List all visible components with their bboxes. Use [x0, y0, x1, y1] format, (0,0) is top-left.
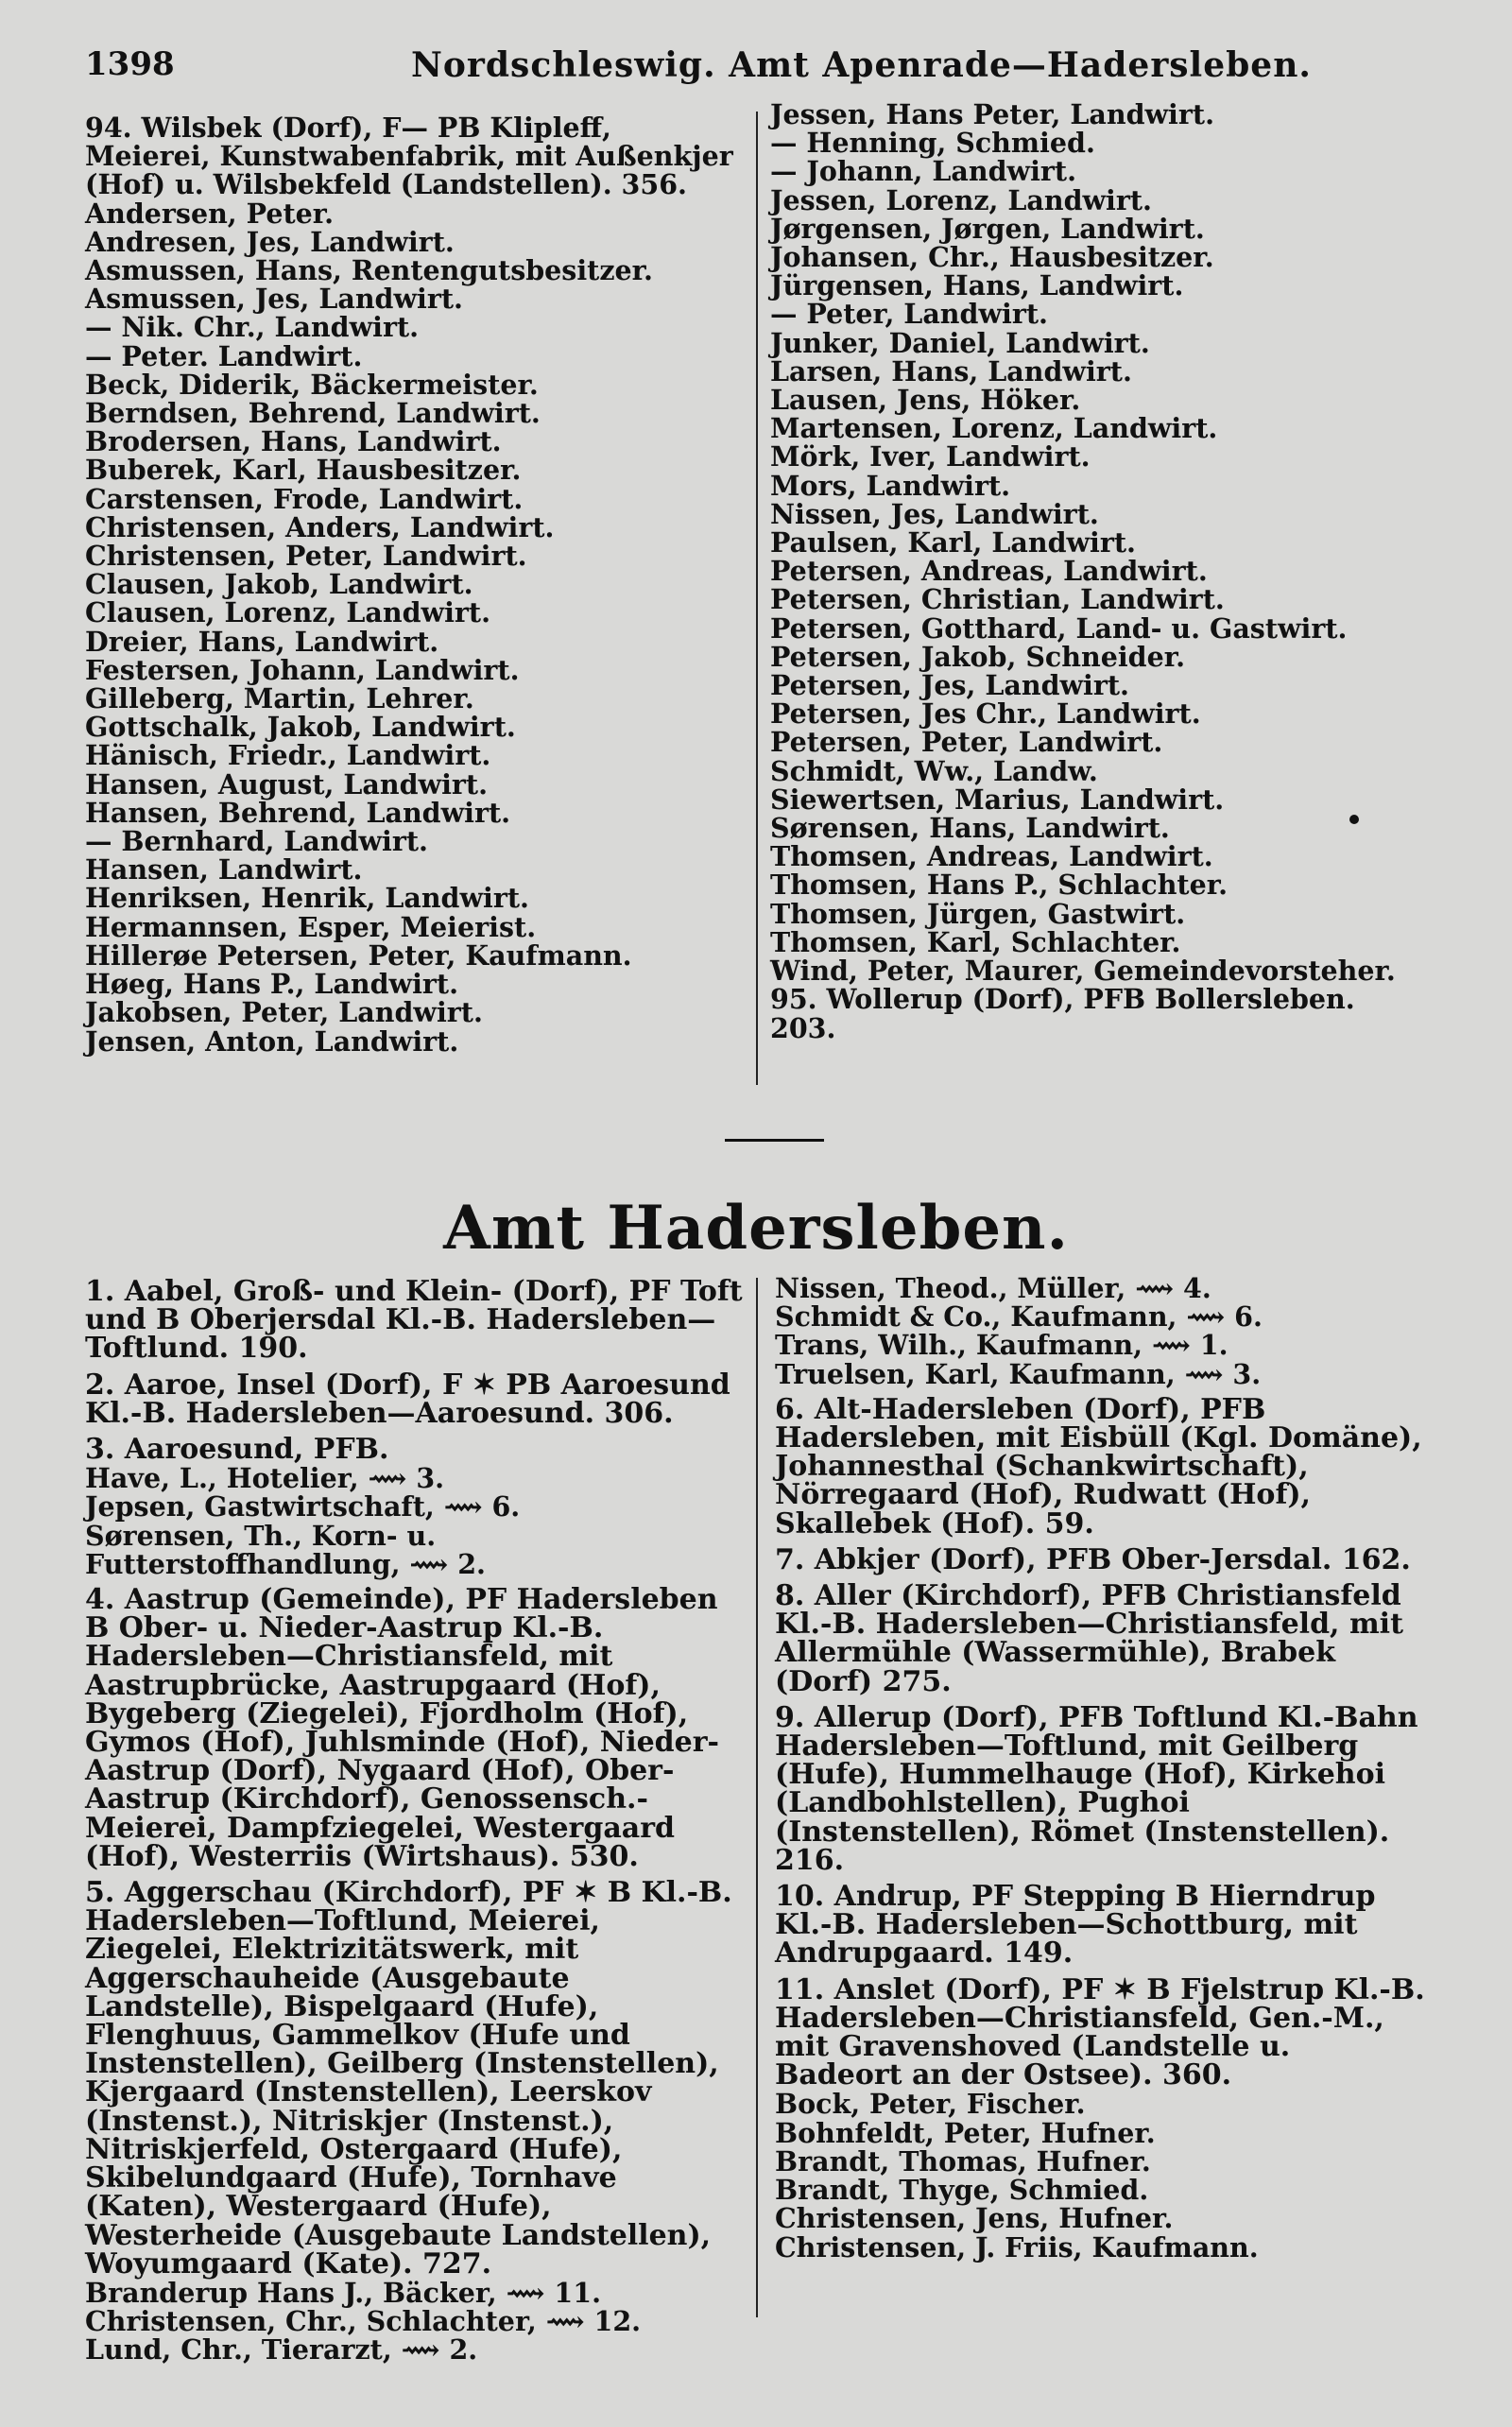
directory-line: Hansen, Behrend, Landwirt.	[85, 796, 511, 829]
directory-line: Hänisch, Friedr., Landwirt.	[85, 739, 491, 772]
directory-line: Thomsen, Jürgen, Gastwirt.	[770, 897, 1186, 930]
directory-line: Beck, Diderik, Bäckermeister.	[85, 368, 539, 401]
column-rule-bottom	[756, 1278, 758, 2317]
directory-line: Jessen, Lorenz, Landwirt.	[770, 183, 1152, 216]
place-entry: 3. Aaroesund, PFB.	[85, 1433, 389, 1467]
resident-entry: Branderup Hans J., Bäcker, ⟿ 11.	[85, 2276, 601, 2309]
resident-entry: Christensen, Jens, Hufner.	[775, 2202, 1174, 2235]
directory-line: Clausen, Jakob, Landwirt.	[85, 568, 473, 601]
resident-entry: Schmidt & Co., Kaufmann, ⟿ 6.	[775, 1300, 1263, 1334]
directory-line: Johansen, Chr., Hausbesitzer.	[770, 241, 1214, 274]
directory-line: Berndsen, Behrend, Landwirt.	[85, 397, 541, 430]
resident-entry: Truelsen, Karl, Kaufmann, ⟿ 3.	[775, 1357, 1262, 1390]
place-entry: 4. Aastrup (Gemeinde), PF Hadersleben B Ober- u. Nieder-Aastrup Kl.-B. Hadersleben—Christiansfeld, mit Aastrupbrücke, Aastrupgaard (Hof), Bygeberg (Ziegelei), Fjordholm (Hof), Gymos (Hof), Juhlsminde (Hof), Nieder-Aastrup (Dorf), Nygaard (Hof), Ober-Aastrup (Kirchdorf), Genossensch.-Meierei, Dampfziegelei, Westergaard (Hof), Westerriis (Wirtshaus). 530.	[85, 1583, 720, 1873]
directory-line: Jessen, Hans Peter, Landwirt.	[770, 98, 1214, 130]
place-entry: 8. Aller (Kirchdorf), PFB Christiansfeld Kl.-B. Hadersleben—Christiansfeld, mit Allermühle (Wassermühle), Brabek (Dorf) 275.	[775, 1579, 1403, 1698]
directory-line: — Peter. Landwirt.	[85, 339, 363, 372]
directory-line: Mors, Landwirt.	[770, 469, 1011, 502]
resident-entry: Nissen, Theod., Müller, ⟿ 4.	[775, 1272, 1211, 1304]
directory-line: — Peter, Landwirt.	[770, 298, 1048, 331]
directory-line: Petersen, Jakob, Schneider.	[770, 640, 1186, 673]
resident-entry: Bohnfeldt, Peter, Hufner.	[775, 2116, 1156, 2149]
running-head: Nordschleswig. Amt Apenrade—Hadersleben.	[411, 45, 1312, 85]
directory-line: Thomsen, Andreas, Landwirt.	[770, 840, 1213, 873]
directory-line: Andersen, Peter.	[85, 197, 335, 230]
directory-line: Brodersen, Hans, Landwirt.	[85, 425, 502, 458]
directory-line: Siewertsen, Marius, Landwirt.	[770, 783, 1225, 816]
directory-line: Henriksen, Henrik, Landwirt.	[85, 882, 529, 915]
section-title: Amt Hadersleben.	[443, 1193, 1069, 1264]
directory-line: Jensen, Anton, Landwirt.	[85, 1024, 459, 1058]
directory-line: Lausen, Jens, Höker.	[770, 384, 1081, 417]
directory-line: Sørensen, Hans, Landwirt.	[770, 812, 1170, 845]
directory-line: 94. Wilsbek (Dorf), F— PB Klipleff,	[85, 112, 611, 144]
directory-line: Petersen, Gotthard, Land- u. Gastwirt.	[770, 611, 1348, 645]
directory-line: Hillerøe Petersen, Peter, Kaufmann.	[85, 938, 632, 972]
resident-entry: Lund, Chr., Tierarzt, ⟿ 2.	[85, 2333, 478, 2367]
page-header	[85, 45, 1427, 102]
resident-entry: Sørensen, Th., Korn- u. Futterstoffhandlung, ⟿ 2.	[85, 1519, 486, 1580]
resident-entry: Have, L., Hotelier, ⟿ 3.	[85, 1462, 445, 1495]
directory-line: — Nik. Chr., Landwirt.	[85, 311, 420, 344]
directory-line: Petersen, Jes, Landwirt.	[770, 669, 1129, 702]
directory-line: Christensen, Anders, Landwirt.	[85, 510, 555, 543]
directory-line: (Hof) u. Wilsbekfeld (Landstellen). 356.	[85, 168, 687, 201]
directory-line: Jakobsen, Peter, Landwirt.	[85, 996, 483, 1029]
directory-line: 95. Wollerup (Dorf), PFB Bollersleben.	[770, 983, 1355, 1016]
directory-line: Wind, Peter, Maurer, Gemeindevorsteher.	[770, 955, 1396, 988]
directory-line: Larsen, Hans, Landwirt.	[770, 354, 1132, 387]
resident-entry: Brandt, Thyge, Schmied.	[775, 2174, 1149, 2207]
resident-entry: Brandt, Thomas, Hufner.	[775, 2144, 1151, 2177]
directory-line: Petersen, Christian, Landwirt.	[770, 583, 1225, 616]
directory-line: Nissen, Jes, Landwirt.	[770, 497, 1099, 530]
directory-line: Petersen, Jes Chr., Landwirt.	[770, 697, 1201, 731]
directory-line: 203.	[770, 1011, 836, 1044]
directory-line: Asmussen, Jes, Landwirt.	[85, 283, 463, 316]
directory-line: Jürgensen, Hans, Landwirt.	[770, 269, 1184, 302]
directory-line: Buberek, Karl, Hausbesitzer.	[85, 454, 522, 487]
directory-line: Hansen, August, Landwirt.	[85, 767, 489, 800]
column-rule-top	[756, 112, 758, 1085]
directory-line: Martensen, Lorenz, Landwirt.	[770, 412, 1218, 445]
directory-line: Thomsen, Karl, Schlachter.	[770, 925, 1181, 958]
directory-line: Meierei, Kunstwabenfabrik, mit Außenkjer	[85, 140, 733, 173]
directory-line: Hansen, Landwirt.	[85, 853, 363, 886]
directory-line: Dreier, Hans, Landwirt.	[85, 625, 439, 658]
directory-line: — Bernhard, Landwirt.	[85, 825, 428, 858]
directory-line: Gilleberg, Martin, Lehrer.	[85, 682, 474, 715]
directory-line: Gottschalk, Jakob, Landwirt.	[85, 711, 516, 744]
directory-line: Hermannsen, Esper, Meierist.	[85, 910, 537, 943]
directory-line: Clausen, Lorenz, Landwirt.	[85, 596, 491, 629]
directory-line: Asmussen, Hans, Rentengutsbesitzer.	[85, 254, 653, 287]
bottom-right-column	[775, 1274, 1427, 2262]
page-number: 1398	[85, 45, 175, 83]
place-entry: 6. Alt-Hadersleben (Dorf), PFB Hadersleben, mit Eisbüll (Kgl. Domäne), Johannesthal (Schankwirtschaft), Nörregaard (Hof), Rudwatt (Hof), Skallebek (Hof). 59.	[775, 1392, 1422, 1541]
place-entry: 1. Aabel, Groß- und Klein- (Dorf), PF Toft und B Oberjersdal Kl.-B. Hadersleben—Toftlund. 190.	[85, 1275, 743, 1366]
place-entry: 2. Aaroe, Insel (Dorf), F ✶ PB Aaroesund Kl.-B. Hadersleben—Aaroesund. 306.	[85, 1368, 730, 1430]
directory-line: Thomsen, Hans P., Schlachter.	[770, 869, 1228, 902]
directory-line: Petersen, Andreas, Landwirt.	[770, 555, 1208, 588]
directory-line: Andresen, Jes, Landwirt.	[85, 225, 455, 258]
directory-line: Carstensen, Frode, Landwirt.	[85, 482, 524, 515]
place-entry: 11. Anslet (Dorf), PF ✶ B Fjelstrup Kl.-B. Hadersleben—Christiansfeld, Gen.-M., mit Gravenshoved (Landstelle u. Badeort an der Ostsee). 360.	[775, 1972, 1425, 2092]
directory-line: Schmidt, Ww., Landw.	[770, 754, 1098, 787]
resident-entry: Christensen, Chr., Schlachter, ⟿ 12.	[85, 2305, 642, 2338]
directory-line: Høeg, Hans P., Landwirt.	[85, 968, 459, 1001]
top-right-column	[770, 100, 1432, 1042]
bottom-left-column	[85, 1275, 747, 2367]
section-divider	[725, 1139, 824, 1142]
directory-line: Christensen, Peter, Landwirt.	[85, 540, 527, 573]
directory-line: Mörk, Iver, Landwirt.	[770, 440, 1091, 473]
directory-line: — Henning, Schmied.	[770, 127, 1095, 160]
place-entry: 5. Aggerschau (Kirchdorf), PF ✶ B Kl.-B. Hadersleben—Toftlund, Meierei, Ziegelei, Elektrizitätswerk, mit Aggerschauheide (Ausgebaute Landstelle), Bispelgaard (Hufe), Flenghuus, Gammelkov (Hufe und Instenstellen), Geilberg (Instenstellen), Kjergaard (Instenstellen), Leerskov (Instenst.), Nitriskjer (Instenst.), Nitriskjerfeld, Ostergaard (Hufe), Skibelundgaard (Hufe), Tornhave (Katen), Westergaard (Hufe), Westerheide (Ausgebaute Landstellen), Woyumgaard (Kate). 727.	[85, 1876, 732, 2281]
place-entry: 9. Allerup (Dorf), PFB Toftlund Kl.-Bahn Hadersleben—Toftlund, mit Geilberg (Hufe), Hummelhauge (Hof), Kirkehoi (Landbohlstellen), Pughoi (Instenstellen), Römet (Instenstellen). 216.	[775, 1700, 1418, 1877]
directory-line: Festersen, Johann, Landwirt.	[85, 653, 520, 686]
place-entry: 7. Abkjer (Dorf), PFB Ober-Jersdal. 162.	[775, 1542, 1411, 1576]
place-entry: 10. Andrup, PF Stepping B Hierndrup Kl.-B. Hadersleben—Schottburg, mit Andrupgaard. 149.	[775, 1880, 1376, 1971]
top-left-column	[85, 113, 737, 1056]
resident-entry: Trans, Wilh., Kaufmann, ⟿ 1.	[775, 1329, 1228, 1362]
stray-dot	[1349, 815, 1359, 824]
resident-entry: Bock, Peter, Fischer.	[775, 2088, 1086, 2121]
directory-line: Petersen, Peter, Landwirt.	[770, 726, 1163, 759]
resident-entry: Jepsen, Gastwirtschaft, ⟿ 6.	[85, 1490, 521, 1523]
resident-entry: Christensen, J. Friis, Kaufmann.	[775, 2230, 1259, 2263]
directory-line: — Johann, Landwirt.	[770, 155, 1077, 188]
directory-line: Jørgensen, Jørgen, Landwirt.	[770, 212, 1205, 245]
directory-line: Junker, Daniel, Landwirt.	[770, 326, 1150, 359]
directory-line: Paulsen, Karl, Landwirt.	[770, 526, 1136, 559]
